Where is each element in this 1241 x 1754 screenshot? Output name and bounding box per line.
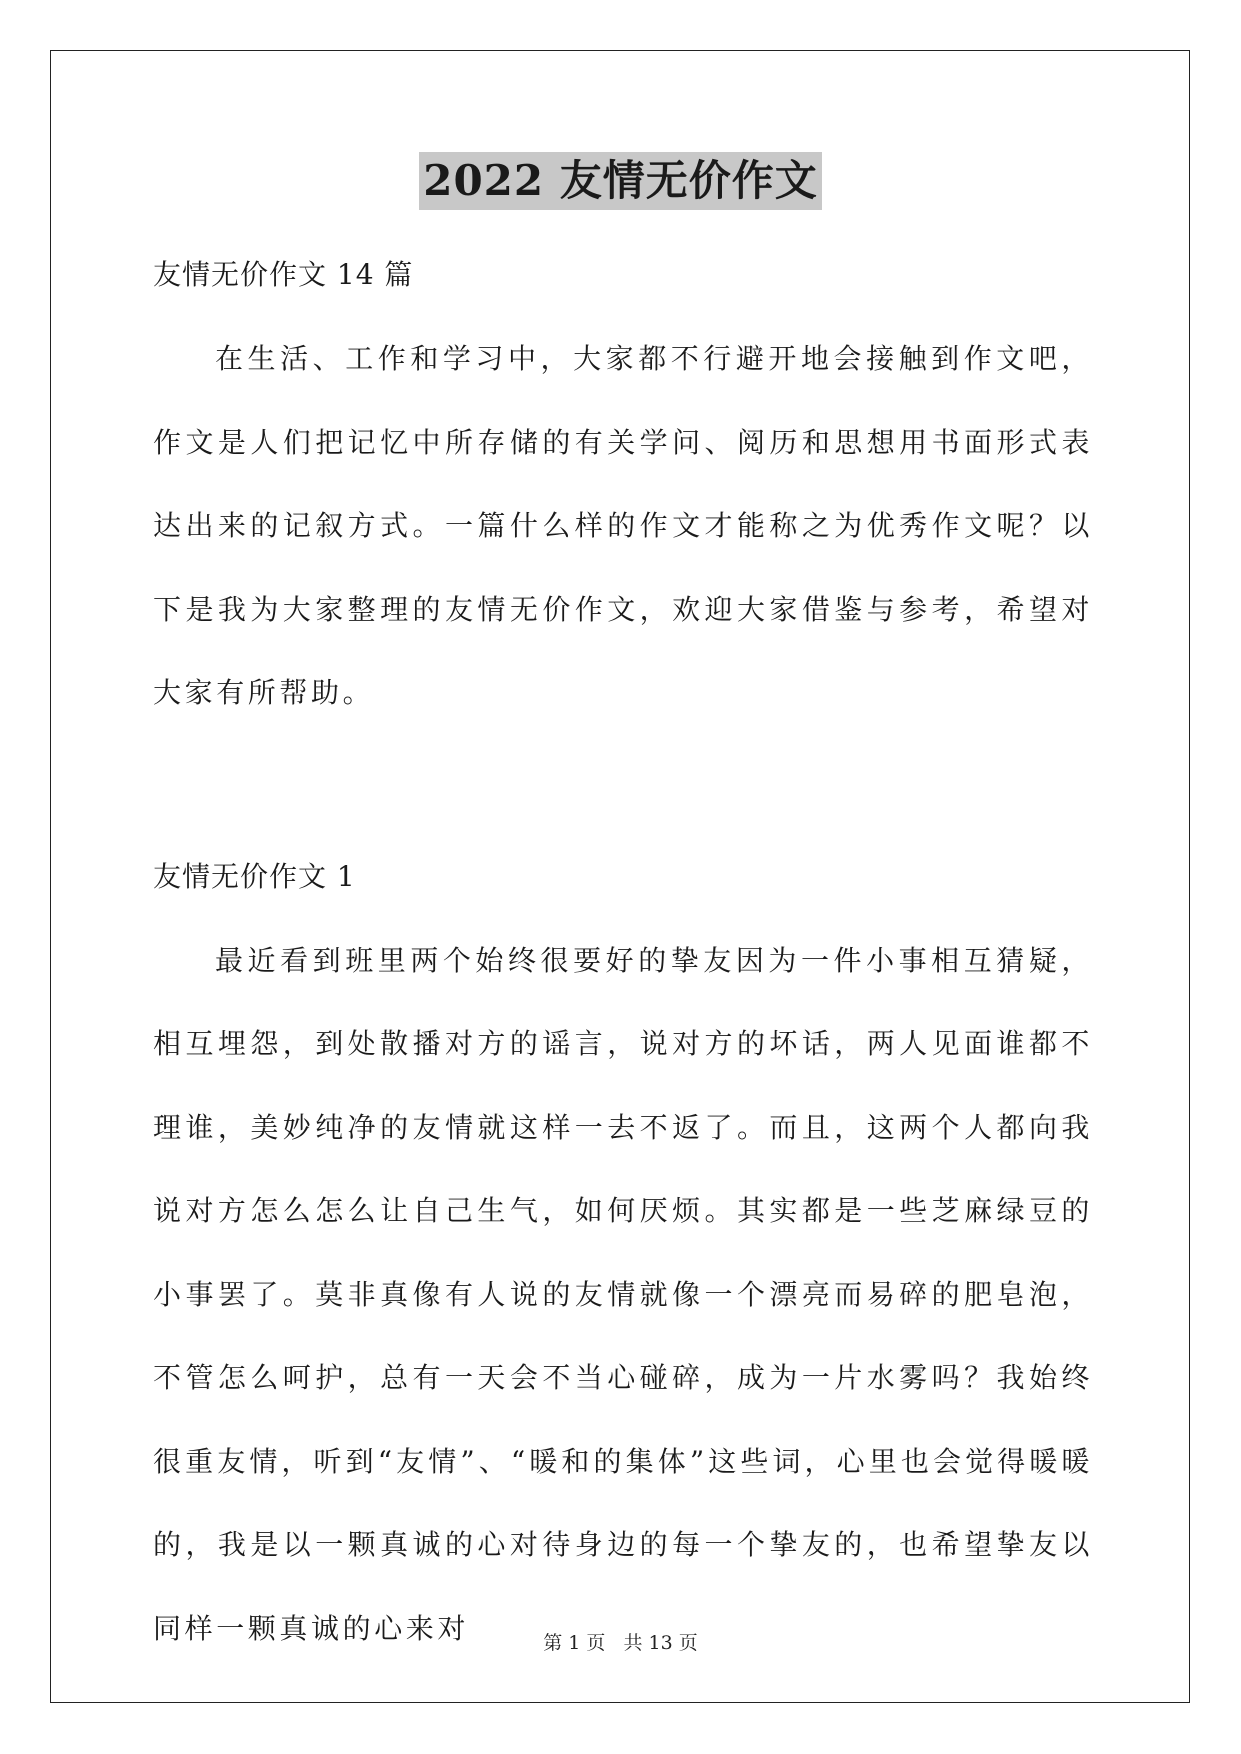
section-paragraph: 最近看到班里两个始终很要好的挚友因为一件小事相互猜疑，相互埋怨，到处散播对方的谣言，说对方的坏话，两人见面谁都不理谁，美妙纯净的友情就这样一去不返了。而且，这两个人都向我说对方怎么怎么让自己生气，如何厌烦。其实都是一些芝麻绿豆的小事罢了。莫非真像有人说的友情就像一个漂亮而易碎的肥皂泡，不管怎么呵护，总有一天会不当心碰碎，成为一片水雾吗？我始终很重友情，听到“友情”、“暖和的集体”这些词，心里也会觉得暖暖的，我是以一颗真诚的心对待身边的每一个挚友的，也希望挚友以同样一颗真诚的心来对 [153, 943, 1093, 1645]
subtitle: 友情无价作文 14 篇 [153, 258, 414, 291]
page-total: 共 13 页 [623, 1632, 698, 1654]
document-title: 2022 友情无价作文 [419, 152, 822, 210]
page-footer [0, 1628, 1241, 1655]
section-title: 友情无价作文 1 [153, 859, 356, 893]
page-number: 第 1 页 [543, 1632, 606, 1654]
paragraph-gap [153, 735, 1093, 835]
document-body [153, 233, 1093, 1670]
intro-paragraph: 在生活、工作和学习中，大家都不行避开地会接触到作文吧，作文是人们把记忆中所存储的有关学问、阅历和思想用书面形式表达出来的记叙方式。一篇什么样的作文才能称之为优秀作文呢？以下是我为大家整理的友情无价作文，欢迎大家借鉴与参考，希望对大家有所帮助。 [153, 342, 1093, 709]
title-container [0, 152, 1241, 210]
